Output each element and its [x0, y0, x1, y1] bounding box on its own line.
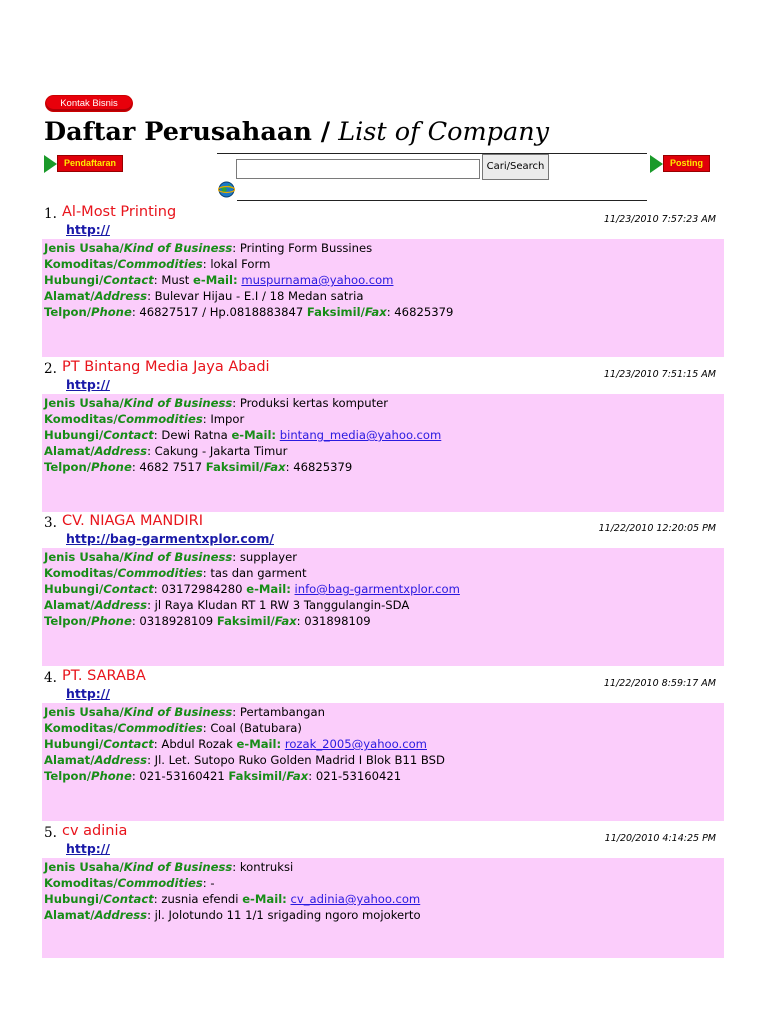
commodities-row: Komoditas/Commodities: - — [44, 876, 215, 890]
contact-row: Hubungi/Contact: Dewi Ratna e-Mail: bintang_media@yahoo.com — [44, 428, 442, 442]
field-label: Alamat/Address — [44, 444, 148, 458]
company-url-link[interactable]: http:// — [66, 222, 110, 237]
address-row: Alamat/Address: jl. Jolotundo 11 1/1 srigading ngoro mojokerto — [44, 908, 421, 922]
entry-number: 4. — [44, 670, 57, 686]
company-name[interactable]: PT. SARABA — [62, 668, 146, 684]
commodities-row: Komoditas/Commodities: Impor — [44, 412, 245, 426]
search-top-rule — [217, 153, 647, 154]
contact-row: Hubungi/Contact: zusnia efendi e-Mail: cv_adinia@yahoo.com — [44, 892, 421, 906]
contact-row: Hubungi/Contact: Abdul Rozak e-Mail: rozak_2005@yahoo.com — [44, 737, 427, 751]
company-name[interactable]: cv adinia — [62, 823, 128, 839]
entry-number: 5. — [44, 825, 57, 841]
kontak-bisnis-badge[interactable]: Kontak Bisnis — [46, 96, 132, 111]
contact-row: Hubungi/Contact: 03172984280 e-Mail: info@bag-garmentxplor.com — [44, 582, 460, 596]
email-link[interactable]: muspurnama@yahoo.com — [241, 273, 394, 287]
email-link[interactable]: info@bag-garmentxplor.com — [294, 582, 460, 596]
posted-date: 11/23/2010 7:51:15 AM — [603, 369, 716, 380]
field-label: Telpon/Phone — [44, 305, 132, 319]
entry-number: 1. — [44, 206, 57, 222]
commodities-row: Komoditas/Commodities: tas dan garment — [44, 566, 307, 580]
company-url-link[interactable]: http:// — [66, 841, 110, 856]
company-name[interactable]: PT Bintang Media Jaya Abadi — [62, 359, 270, 375]
address-row: Alamat/Address: Jl. Let. Sutopo Ruko Golden Madrid I Blok B11 BSD — [44, 753, 445, 767]
company-name[interactable]: Al-Most Printing — [62, 204, 177, 220]
posted-date: 11/22/2010 8:59:17 AM — [603, 678, 716, 689]
field-label: Telpon/Phone — [44, 769, 132, 783]
business-row: Jenis Usaha/Kind of Business: Pertambangan — [44, 705, 325, 719]
field-label: Komoditas/Commodities — [44, 721, 203, 735]
business-row: Jenis Usaha/Kind of Business: Produksi kertas komputer — [44, 396, 389, 410]
email-label: e-Mail: — [193, 273, 238, 287]
posted-date: 11/20/2010 4:14:25 PM — [604, 833, 716, 844]
field-label: Komoditas/Commodities — [44, 876, 203, 890]
field-label: Jenis Usaha/Kind of Business — [44, 860, 233, 874]
field-label: Alamat/Address — [44, 908, 148, 922]
phone-row: Telpon/Phone: 021-53160421 Faksimil/Fax: 021-53160421 — [44, 769, 402, 783]
posted-date: 11/22/2010 12:20:05 PM — [598, 523, 716, 534]
phone-row: Telpon/Phone: 0318928109 Faksimil/Fax: 031898109 — [44, 614, 371, 628]
business-row: Jenis Usaha/Kind of Business: kontruksi — [44, 860, 294, 874]
search-bottom-rule — [237, 200, 647, 201]
address-row: Alamat/Address: Cakung - Jakarta Timur — [44, 444, 288, 458]
field-label: Jenis Usaha/Kind of Business — [44, 396, 233, 410]
field-label: Faksimil/Fax — [306, 305, 387, 319]
field-label: Hubungi/Contact — [44, 273, 154, 287]
company-url-link[interactable]: http:// — [66, 686, 110, 701]
entry-number: 3. — [44, 515, 57, 531]
contact-row: Hubungi/Contact: Must e-Mail: muspurnama@yahoo.com — [44, 273, 394, 287]
field-label: Jenis Usaha/Kind of Business — [44, 550, 233, 564]
address-row: Alamat/Address: Bulevar Hijau - E.I / 18 Medan satria — [44, 289, 364, 303]
page-title: Daftar Perusahaan / List of Company — [44, 117, 550, 147]
search-button[interactable]: Cari/Search — [482, 154, 549, 180]
field-label: Hubungi/Contact — [44, 428, 154, 442]
phone-row: Telpon/Phone: 4682 7517 Faksimil/Fax: 46825379 — [44, 460, 353, 474]
field-label: Komoditas/Commodities — [44, 257, 203, 271]
field-label: Hubungi/Contact — [44, 582, 154, 596]
email-label: e-Mail: — [231, 428, 277, 442]
business-row: Jenis Usaha/Kind of Business: supplayer — [44, 550, 298, 564]
field-label: Telpon/Phone — [44, 460, 132, 474]
posted-date: 11/23/2010 7:57:23 AM — [603, 214, 716, 225]
field-label: Jenis Usaha/Kind of Business — [44, 705, 233, 719]
globe-icon[interactable] — [218, 181, 235, 198]
field-label: Faksimil/Fax — [205, 460, 286, 474]
field-label: Alamat/Address — [44, 753, 148, 767]
field-label: Alamat/Address — [44, 289, 148, 303]
commodities-row: Komoditas/Commodities: lokal Form — [44, 257, 271, 271]
play-arrow-icon — [44, 155, 57, 173]
field-label: Alamat/Address — [44, 598, 148, 612]
business-row: Jenis Usaha/Kind of Business: Printing Form Bussines — [44, 241, 373, 255]
company-name[interactable]: CV. NIAGA MANDIRI — [62, 513, 204, 529]
company-url-link[interactable]: http:// — [66, 377, 110, 392]
field-label: Jenis Usaha/Kind of Business — [44, 241, 233, 255]
email-link[interactable]: cv_adinia@yahoo.com — [290, 892, 421, 906]
phone-row: Telpon/Phone: 46827517 / Hp.0818883847 Faksimil/Fax: 46825379 — [44, 305, 454, 319]
field-label: Komoditas/Commodities — [44, 566, 203, 580]
email-link[interactable]: rozak_2005@yahoo.com — [284, 737, 427, 751]
field-label: Hubungi/Contact — [44, 892, 154, 906]
email-link[interactable]: bintang_media@yahoo.com — [279, 428, 442, 442]
field-label: Hubungi/Contact — [44, 737, 154, 751]
field-label: Telpon/Phone — [44, 614, 132, 628]
play-arrow-icon — [650, 155, 663, 173]
field-label: Faksimil/Fax — [216, 614, 297, 628]
search-input[interactable] — [236, 159, 480, 179]
email-label: e-Mail: — [242, 892, 287, 906]
posting-button[interactable]: Posting — [650, 154, 710, 173]
email-label: e-Mail: — [236, 737, 282, 751]
entry-number: 2. — [44, 361, 57, 377]
pendaftaran-button[interactable]: Pendaftaran — [44, 154, 123, 173]
field-label: Komoditas/Commodities — [44, 412, 203, 426]
address-row: Alamat/Address: jl Raya Kludan RT 1 RW 3 Tanggulangin-SDA — [44, 598, 410, 612]
email-label: e-Mail: — [246, 582, 291, 596]
company-url-link[interactable]: http://bag-garmentxplor.com/ — [66, 531, 274, 546]
field-label: Faksimil/Fax — [228, 769, 309, 783]
commodities-row: Komoditas/Commodities: Coal (Batubara) — [44, 721, 302, 735]
